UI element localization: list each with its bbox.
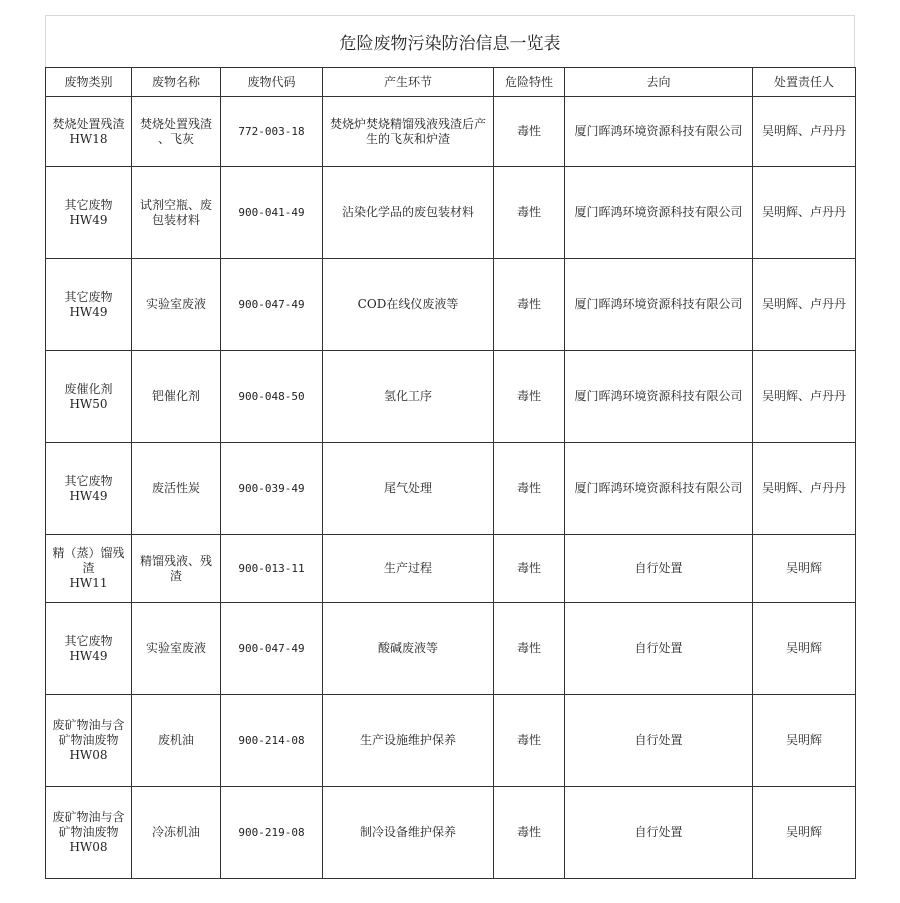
table-row bbox=[46, 97, 856, 167]
cell-person: 吴明辉、卢丹丹 bbox=[753, 259, 856, 351]
cell-person: 吴明辉 bbox=[753, 695, 856, 787]
cell-source: 生产过程 bbox=[323, 535, 494, 603]
cell-name: 钯催化剂 bbox=[132, 351, 221, 443]
cell-category: 其它废物 HW49 bbox=[46, 443, 132, 535]
header-category: 废物类别 bbox=[46, 68, 132, 97]
cell-name: 冷冻机油 bbox=[132, 787, 221, 879]
table-row bbox=[46, 351, 856, 443]
cell-hazard: 毒性 bbox=[494, 603, 565, 695]
cell-hazard: 毒性 bbox=[494, 695, 565, 787]
table-row bbox=[46, 603, 856, 695]
cell-person: 吴明辉 bbox=[753, 603, 856, 695]
document-sheet bbox=[45, 15, 855, 879]
cell-destination: 厦门晖鸿环境资源科技有限公司 bbox=[565, 97, 753, 167]
cell-destination: 厦门晖鸿环境资源科技有限公司 bbox=[565, 351, 753, 443]
cell-name: 试剂空瓶、废 包装材料 bbox=[132, 167, 221, 259]
cell-hazard: 毒性 bbox=[494, 787, 565, 879]
cell-source: 氢化工序 bbox=[323, 351, 494, 443]
cell-name: 焚烧处置残渣 、飞灰 bbox=[132, 97, 221, 167]
cell-person: 吴明辉、卢丹丹 bbox=[753, 167, 856, 259]
cell-source: 焚烧炉焚烧精馏残液残渣后产 生的飞灰和炉渣 bbox=[323, 97, 494, 167]
cell-code: 900-048-50 bbox=[221, 351, 323, 443]
header-destination: 去向 bbox=[565, 68, 753, 97]
cell-source: 尾气处理 bbox=[323, 443, 494, 535]
cell-person: 吴明辉、卢丹丹 bbox=[753, 97, 856, 167]
header-person: 处置责任人 bbox=[753, 68, 856, 97]
cell-hazard: 毒性 bbox=[494, 443, 565, 535]
cell-destination: 自行处置 bbox=[565, 787, 753, 879]
cell-source: 酸碱废液等 bbox=[323, 603, 494, 695]
cell-hazard: 毒性 bbox=[494, 351, 565, 443]
cell-destination: 厦门晖鸿环境资源科技有限公司 bbox=[565, 167, 753, 259]
cell-hazard: 毒性 bbox=[494, 535, 565, 603]
table-row bbox=[46, 443, 856, 535]
header-code: 废物代码 bbox=[221, 68, 323, 97]
cell-destination: 自行处置 bbox=[565, 535, 753, 603]
cell-category: 废催化剂 HW50 bbox=[46, 351, 132, 443]
cell-destination: 自行处置 bbox=[565, 603, 753, 695]
cell-name: 废活性炭 bbox=[132, 443, 221, 535]
cell-name: 实验室废液 bbox=[132, 603, 221, 695]
cell-source: 制冷设备维护保养 bbox=[323, 787, 494, 879]
cell-hazard: 毒性 bbox=[494, 259, 565, 351]
cell-category: 其它废物 HW49 bbox=[46, 259, 132, 351]
cell-code: 900-047-49 bbox=[221, 603, 323, 695]
cell-hazard: 毒性 bbox=[494, 167, 565, 259]
cell-code: 900-039-49 bbox=[221, 443, 323, 535]
hazardous-waste-table bbox=[45, 67, 856, 879]
cell-code: 900-041-49 bbox=[221, 167, 323, 259]
cell-code: 772-003-18 bbox=[221, 97, 323, 167]
cell-category: 焚烧处置残渣 HW18 bbox=[46, 97, 132, 167]
cell-hazard: 毒性 bbox=[494, 97, 565, 167]
cell-person: 吴明辉、卢丹丹 bbox=[753, 443, 856, 535]
cell-destination: 自行处置 bbox=[565, 695, 753, 787]
table-row bbox=[46, 695, 856, 787]
cell-category: 废矿物油与含 矿物油废物 HW08 bbox=[46, 695, 132, 787]
table-header-row bbox=[46, 68, 856, 97]
header-hazard: 危险特性 bbox=[494, 68, 565, 97]
cell-destination: 厦门晖鸿环境资源科技有限公司 bbox=[565, 259, 753, 351]
cell-source: 生产设施维护保养 bbox=[323, 695, 494, 787]
cell-category: 其它废物 HW49 bbox=[46, 603, 132, 695]
cell-name: 废机油 bbox=[132, 695, 221, 787]
cell-person: 吴明辉 bbox=[753, 535, 856, 603]
cell-destination: 厦门晖鸿环境资源科技有限公司 bbox=[565, 443, 753, 535]
table-row bbox=[46, 787, 856, 879]
cell-name: 实验室废液 bbox=[132, 259, 221, 351]
cell-source: COD在线仪废液等 bbox=[323, 259, 494, 351]
cell-person: 吴明辉 bbox=[753, 787, 856, 879]
cell-person: 吴明辉、卢丹丹 bbox=[753, 351, 856, 443]
cell-name: 精馏残液、残 渣 bbox=[132, 535, 221, 603]
header-source: 产生环节 bbox=[323, 68, 494, 97]
header-name: 废物名称 bbox=[132, 68, 221, 97]
document-title: 危险废物污染防治信息一览表 bbox=[45, 15, 855, 67]
table-row bbox=[46, 259, 856, 351]
cell-code: 900-219-08 bbox=[221, 787, 323, 879]
cell-category: 其它废物 HW49 bbox=[46, 167, 132, 259]
cell-category: 废矿物油与含 矿物油废物 HW08 bbox=[46, 787, 132, 879]
cell-category: 精（蒸）馏残 渣 HW11 bbox=[46, 535, 132, 603]
table-row bbox=[46, 167, 856, 259]
cell-code: 900-214-08 bbox=[221, 695, 323, 787]
cell-code: 900-013-11 bbox=[221, 535, 323, 603]
cell-source: 沾染化学品的废包装材料 bbox=[323, 167, 494, 259]
cell-code: 900-047-49 bbox=[221, 259, 323, 351]
table-row bbox=[46, 535, 856, 603]
